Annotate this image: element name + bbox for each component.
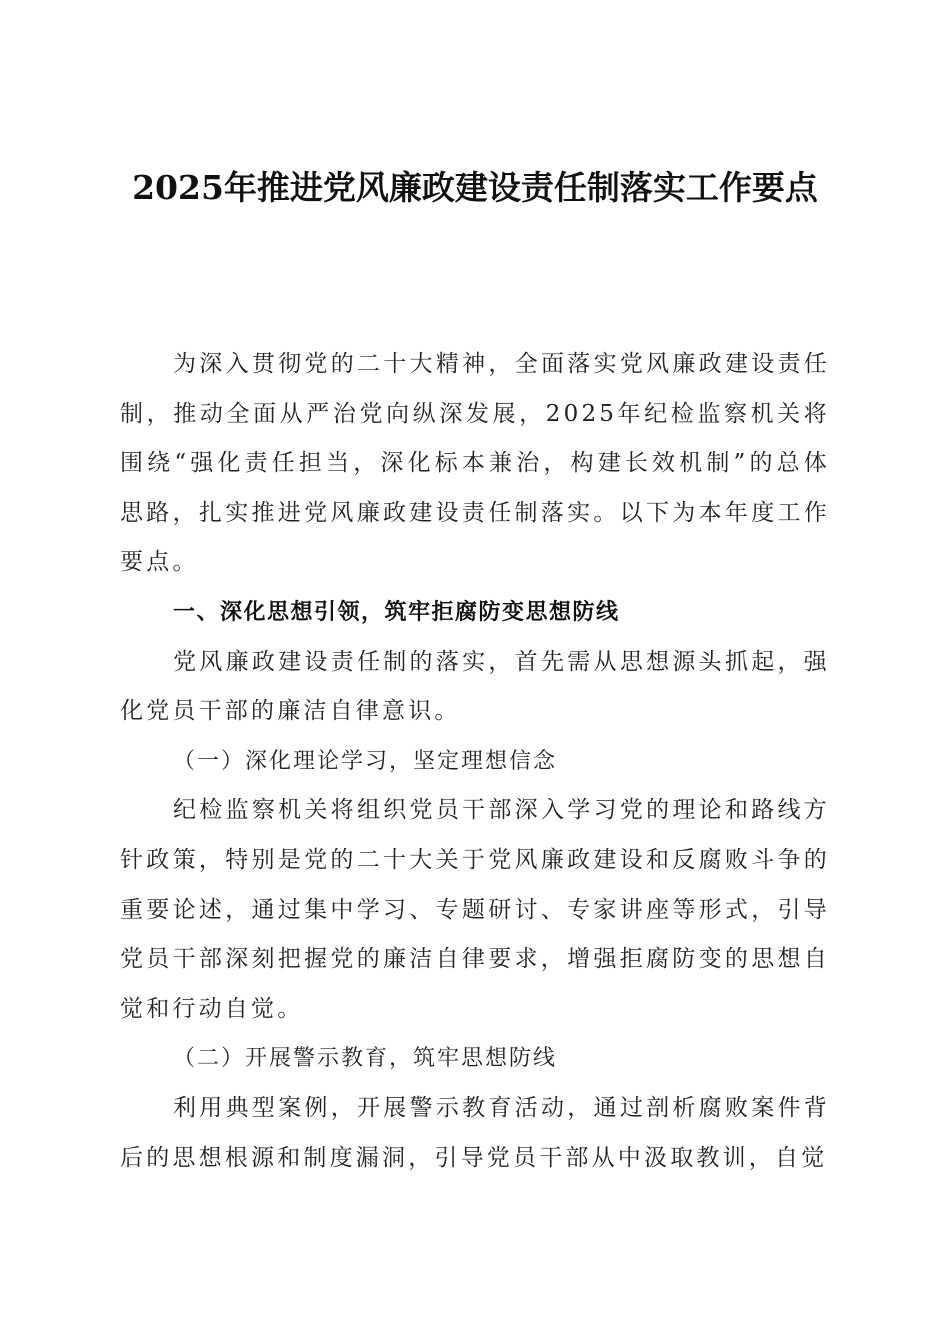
section-heading-1: 一、深化思想引领，筑牢拒腐防变思想防线 — [173, 599, 620, 625]
subsection-2-paragraph: 利用典型案例，开展警示教育活动，通过剖析腐败案件背后的思想根源和制度漏洞，引导党员干部从中汲取教训，自觉 — [120, 1094, 830, 1171]
intro-paragraph: 为深入贯彻党的二十大精神，全面落实党风廉政建设责任制，推动全面从严治党向纵深发展，2025年纪检监察机关将围绕“强化责任担当，深化标本兼治，构建长效机制”的总体思路，扎实推进党风廉政建设责任制落实。以下为本年度工作要点。 — [120, 351, 830, 576]
subsection-1-paragraph: 纪检监察机关将组织党员干部深入学习党的理论和路线方针政策，特别是党的二十大关于党风廉政建设和反腐败斗争的重要论述，通过集中学习、专题研讨、专家讲座等形式，引导党员干部深刻把握党的廉洁自律要求，增强拒腐防变的思想自觉和行动自觉。 — [120, 797, 830, 1022]
document-body — [120, 340, 830, 1183]
section-1-paragraph: 党风廉政建设责任制的落实，首先需从思想源头抓起，强化党员干部的廉洁自律意识。 — [120, 648, 830, 725]
subsection-heading-2: （二）开展警示教育，筑牢思想防线 — [173, 1046, 558, 1072]
subsection-heading-1: （一）深化理论学习，坚定理想信念 — [173, 748, 558, 774]
document-title: 2025年推进党风廉政建设责任制落实工作要点 — [132, 168, 818, 207]
